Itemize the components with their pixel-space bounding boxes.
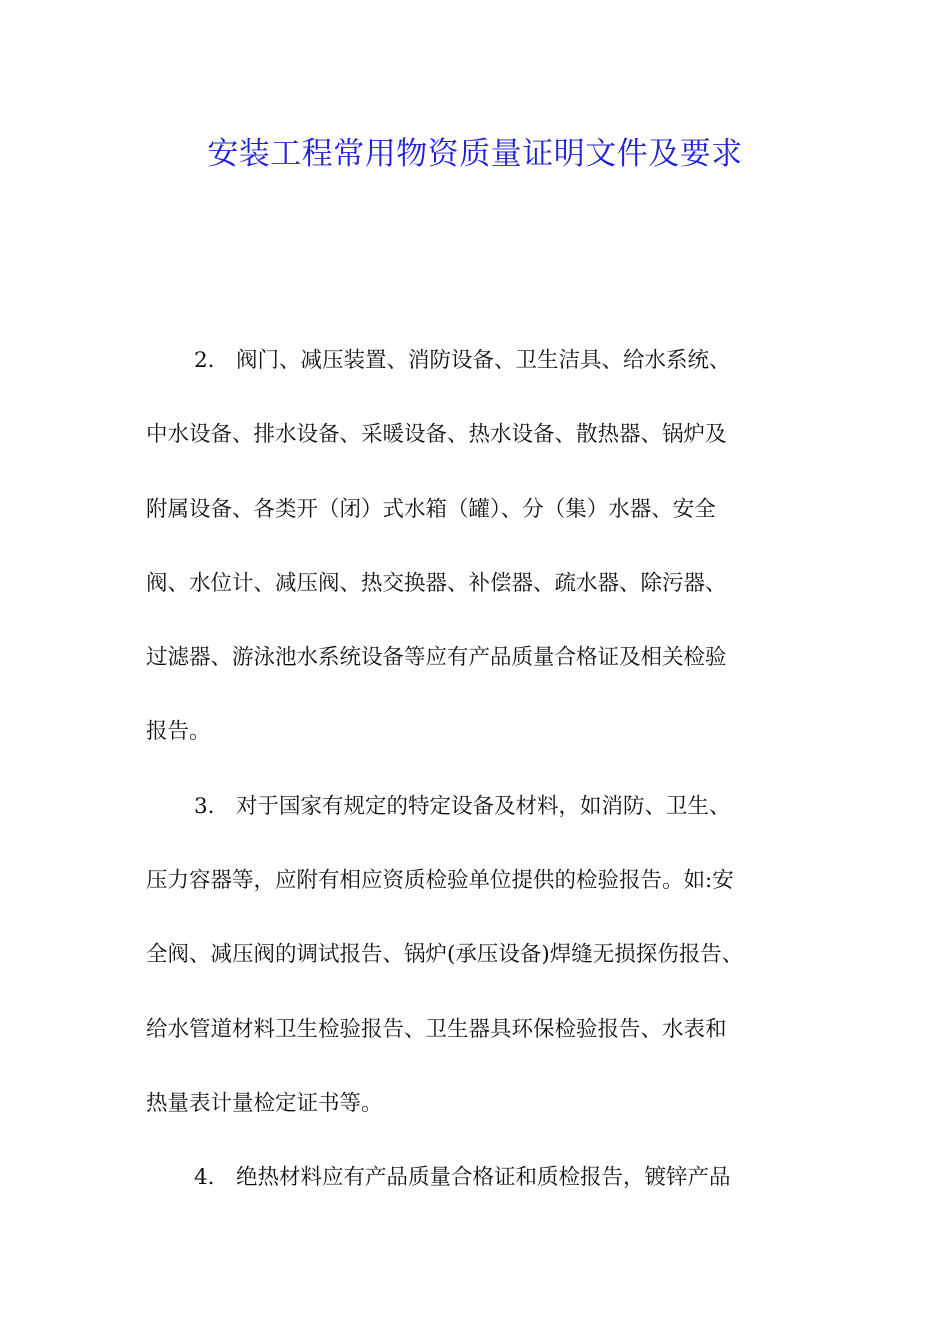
paragraph-4-line-1: 4. 绝热材料应有产品质量合格证和质检报告，镀锌产品 [194, 1165, 731, 1191]
paragraph-3-line-3: 全阀、减压阀的调试报告、锅炉(承压设备)焊缝无损探伤报告、 [146, 942, 744, 968]
paragraph-3-line-2: 压力容器等，应附有相应资质检验单位提供的检验报告。如:安 [146, 868, 734, 894]
paragraph-2-line-6: 报告。 [146, 719, 211, 745]
document-body [146, 337, 811, 1229]
paragraph-2-line-2: 中水设备、排水设备、采暖设备、热水设备、散热器、锅炉及 [146, 422, 727, 448]
paragraph-2-line-4: 阀、水位计、减压阀、热交换器、补偿器、疏水器、除污器、 [146, 570, 727, 596]
paragraph-2-line-3: 附属设备、各类开（闭）式水箱（罐）、分（集）水器、安全 [146, 496, 716, 522]
paragraph-3-line-5: 热量表计量检定证书等。 [146, 1090, 383, 1116]
paragraph-3-line-1: 3. 对于国家有规定的特定设备及材料，如消防、卫生、 [194, 793, 731, 819]
paragraph-2-line-5: 过滤器、游泳池水系统设备等应有产品质量合格证及相关检验 [146, 645, 727, 671]
paragraph-3-line-4: 给水管道材料卫生检验报告、卫生器具环保检验报告、水表和 [146, 1016, 727, 1042]
document-title: 安装工程常用物资质量证明文件及要求 [207, 136, 743, 172]
paragraph-2-line-1: 2. 阀门、减压装置、消防设备、卫生洁具、给水系统、 [194, 348, 731, 373]
